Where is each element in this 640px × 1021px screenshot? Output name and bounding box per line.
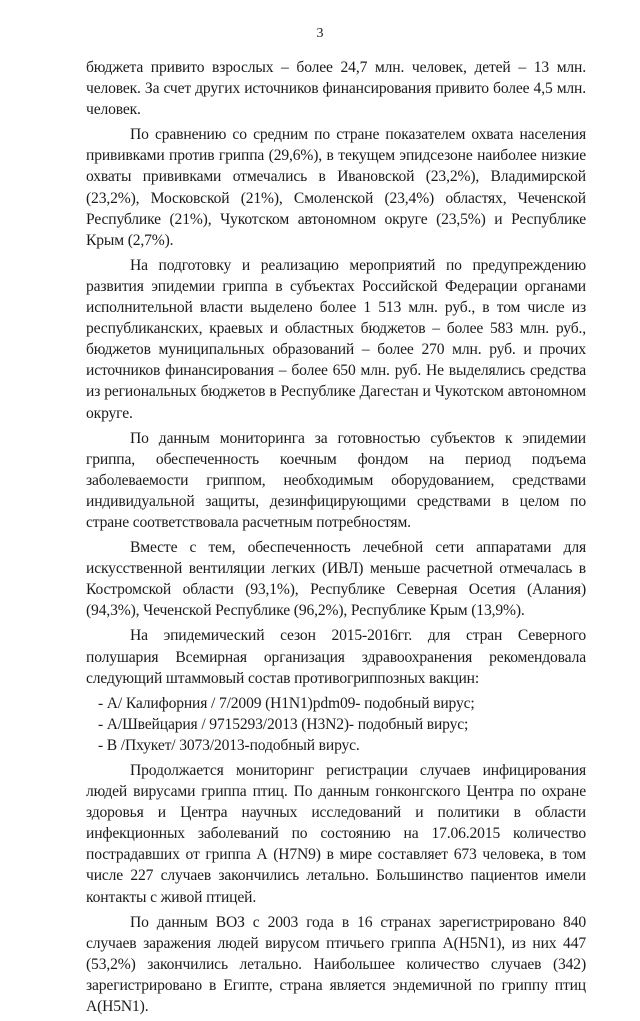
paragraph-funding: На подготовку и реализацию мероприятий по предупреждению развития эпидемии гриппа в субъектах Российской Федерации органами исполнительной власти выделено более 1 513 млн. руб., в том числе из республиканских, краевых и областных бюджетов – более 583 млн. руб., бюджетов муниципальных образований – более 270 млн. руб. и прочих источников финансирования – более 650 млн. руб. Не выделялись средства из региональных бюджетов в Республике Дагестан и Чукотском автономном округе.	[86, 256, 586, 422]
paragraph-bird-flu-monitoring: Продолжается мониторинг регистрации случаев инфицирования людей вирусами гриппа птиц. По данным гонконгского Центра по охране здоровья и Центра научных исследований и политики в области инфекционных заболеваний по состоянию на 17.06.2015 количество пострадавших от гриппа А (H7N9) в мире составляет 673 человека, в том числе 227 случаев закончились летально. Большинство пациентов имели контакты с живой птицей.	[86, 762, 586, 906]
paragraph-who-h5n1: По данным ВОЗ с 2003 года в 16 странах зарегистрировано 840 случаев заражения людей вирусом птичьего гриппа A(H5N1), из них 447 (53,2%) закончились летально. Наибольшее количество случаев (342) зарегистрировано в Египте, страна является эндемичной по гриппу птиц A(H5N1).	[86, 913, 586, 1016]
list-item: - А/Швейцария / 9715293/2013 (H3N2)- подобный вирус;	[98, 715, 469, 733]
paragraph-vaccination-coverage: По сравнению со средним по стране показателем охвата населения прививками против гриппа (29,6%), в текущем эпидсезоне наиболее низкие охваты прививками отмечались в Ивановской (23,2%), Владимирской (23,2%), Московской (21%), Смоленской (23,4%) областях, Чеченской Республике (21%), Чукотском автономном округе (23,5%) и Республике Крым (2,7%).	[86, 126, 586, 249]
page-number: 3	[316, 26, 324, 41]
paragraph-budget-vaccination: бюджета привито взрослых – более 24,7 млн. человек, детей – 13 млн. человек. За счет других источников финансирования привито более 4,5 млн. человек.	[86, 59, 586, 119]
vaccine-strain-list	[86, 693, 586, 756]
list-item: - А/ Калифорния / 7/2009 (H1N1)pdm09- подобный вирус;	[98, 694, 475, 712]
paragraph-ventilators: Вместе с тем, обеспеченность лечебной сети аппаратами для искусственной вентиляции легких (ИВЛ) меньше расчетной отмечалась в Костромской области (93,1%), Республике Северная Осетия (Алания) (94,3%), Чеченской Республике (96,2%), Республике Крым (13,9%).	[86, 539, 586, 620]
paragraph-readiness-monitoring: По данным мониторинга за готовностью субъектов к эпидемии гриппа, обеспеченность коечным фондом на период подъема заболеваемости гриппом, необходимым оборудованием, средствами индивидуальной защиты, дезинфицирующими средствами в целом по стране соответствовала расчетным потребностям.	[86, 429, 586, 531]
paragraph-who-recommendation: На эпидемический сезон 2015-2016гг. для стран Северного полушария Всемирная организация здравоохранения рекомендовала следующий штаммовый состав противогриппозных вакцин:	[86, 627, 586, 687]
list-item: - В /Пхукет/ 3073/2013-подобный вирус.	[98, 736, 360, 754]
document-body	[86, 57, 586, 1021]
